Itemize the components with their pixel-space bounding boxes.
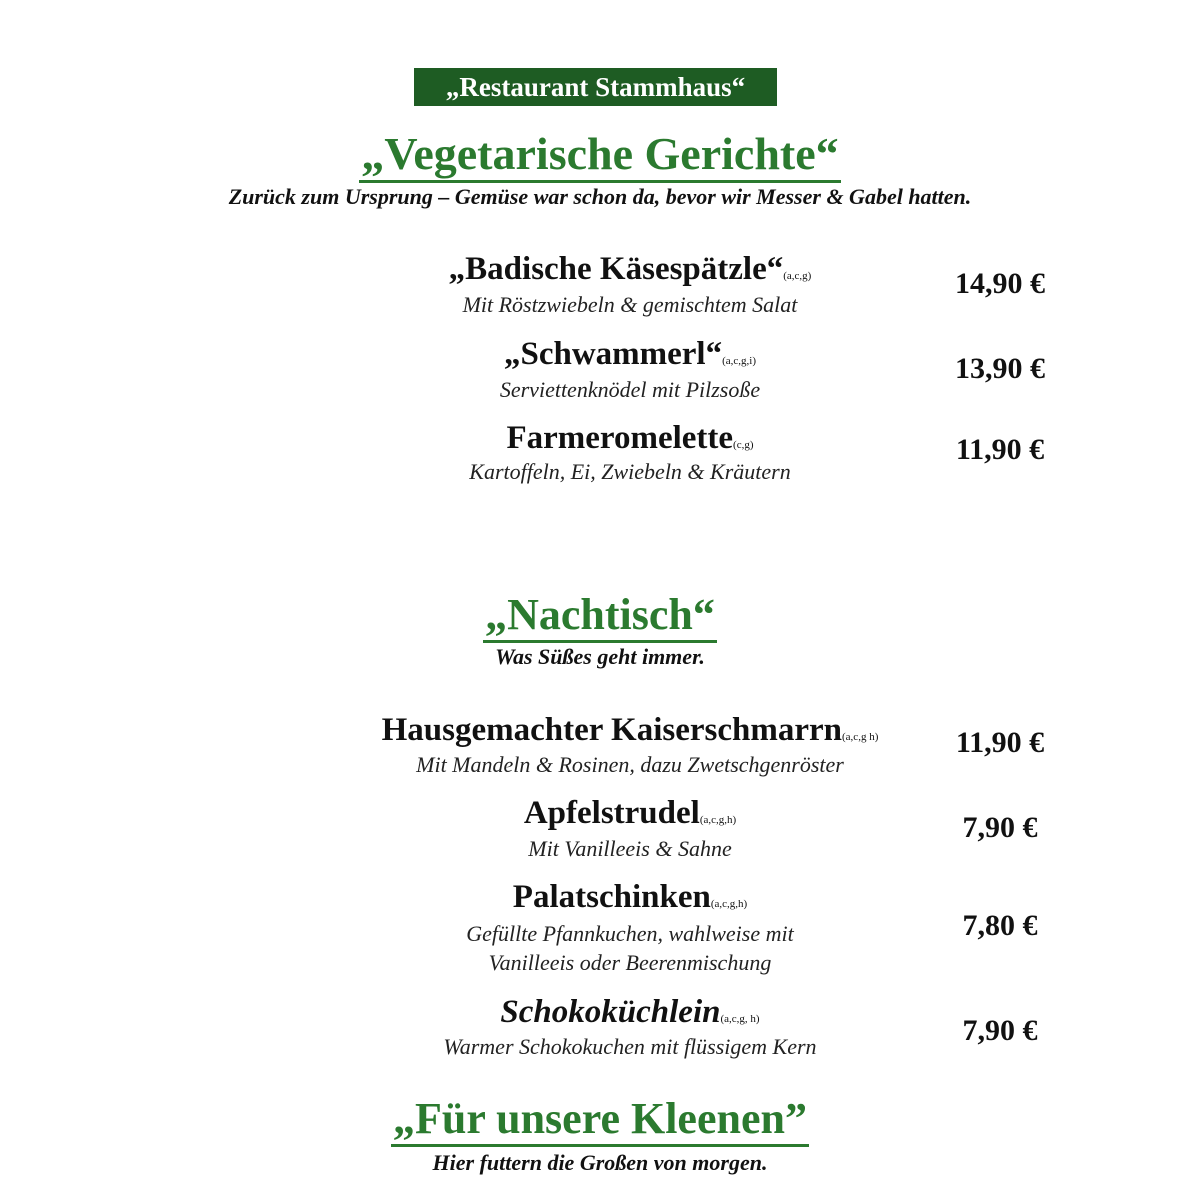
allergen-codes: (a,c,g,h) — [699, 814, 737, 826]
allergen-codes: (a,c,g, h) — [720, 1013, 760, 1025]
section-tagline-kids: Hier futtern die Großen von morgen. — [432, 1150, 768, 1175]
allergen-codes: (a,c,g,i) — [722, 355, 757, 367]
menu-item-name — [330, 993, 930, 1038]
item-name-text: Hausgemachter Kaiserschmarrn — [381, 712, 843, 748]
menu-item-name — [330, 335, 930, 380]
item-name-text: „Schwammerl“ — [503, 336, 723, 372]
menu-item-price: 14,90 € — [955, 267, 1045, 300]
section-title-dessert — [0, 588, 1200, 642]
menu-item-price: 7,80 € — [962, 909, 1038, 942]
allergen-codes: (a,c,g) — [783, 270, 812, 282]
menu-item-description: Serviettenknödel mit Pilzsoße — [499, 377, 761, 402]
section-tagline-vegetarian: Zurück zum Ursprung – Gemüse war schon da, bevor wir Messer & Gabel hatten. — [228, 184, 972, 209]
menu-item-price: 11,90 € — [955, 433, 1045, 466]
menu-item-name — [330, 878, 930, 923]
item-name-text: Schokoküchlein — [500, 994, 721, 1030]
item-name-text: Apfelstrudel — [523, 795, 700, 831]
section-title-kids-text: „Für unsere Kleenen” — [391, 1094, 809, 1147]
menu-item-price: 7,90 € — [962, 1014, 1038, 1047]
menu-item-name — [330, 250, 930, 295]
allergen-codes: (c,g) — [733, 439, 754, 451]
section-title-vegetarian — [0, 126, 1200, 182]
section-title-vegetarian-text: „Vegetarische Gerichte“ — [359, 128, 840, 183]
menu-item-price: 7,90 € — [962, 811, 1038, 844]
menu-item-description: Mit Röstzwiebeln & gemischtem Salat — [462, 292, 798, 317]
menu-item-name — [330, 794, 930, 839]
item-name-text: „Badische Käsespätzle“ — [448, 251, 784, 287]
item-name-text: Farmeromelette — [506, 420, 734, 456]
menu-item-description-line-1: Gefüllte Pfannkuchen, wahlweise mit — [466, 921, 794, 946]
menu-item-price: 13,90 € — [955, 352, 1045, 385]
menu-item-description: Mit Vanilleeis & Sahne — [528, 836, 732, 861]
menu-item-description: Warmer Schokokuchen mit flüssigem Kern — [443, 1034, 817, 1059]
menu-item-name — [330, 711, 930, 756]
restaurant-name-banner: „Restaurant Stammhaus“ — [414, 68, 777, 106]
menu-item-price: 11,90 € — [955, 726, 1045, 759]
section-title-kids — [0, 1092, 1200, 1146]
menu-item-description-line-2: Vanilleeis oder Beerenmischung — [488, 950, 772, 975]
menu-item-description: Mit Mandeln & Rosinen, dazu Zwetschgenröster — [416, 752, 844, 777]
item-name-text: Palatschinken — [512, 879, 711, 915]
section-tagline-dessert: Was Süßes geht immer. — [495, 644, 705, 669]
menu-item-description: Kartoffeln, Ei, Zwiebeln & Kräutern — [469, 459, 791, 484]
section-title-dessert-text: „Nachtisch“ — [483, 590, 717, 643]
allergen-codes: (a,c,g h) — [842, 731, 879, 743]
allergen-codes: (a,c,g,h) — [710, 898, 748, 910]
